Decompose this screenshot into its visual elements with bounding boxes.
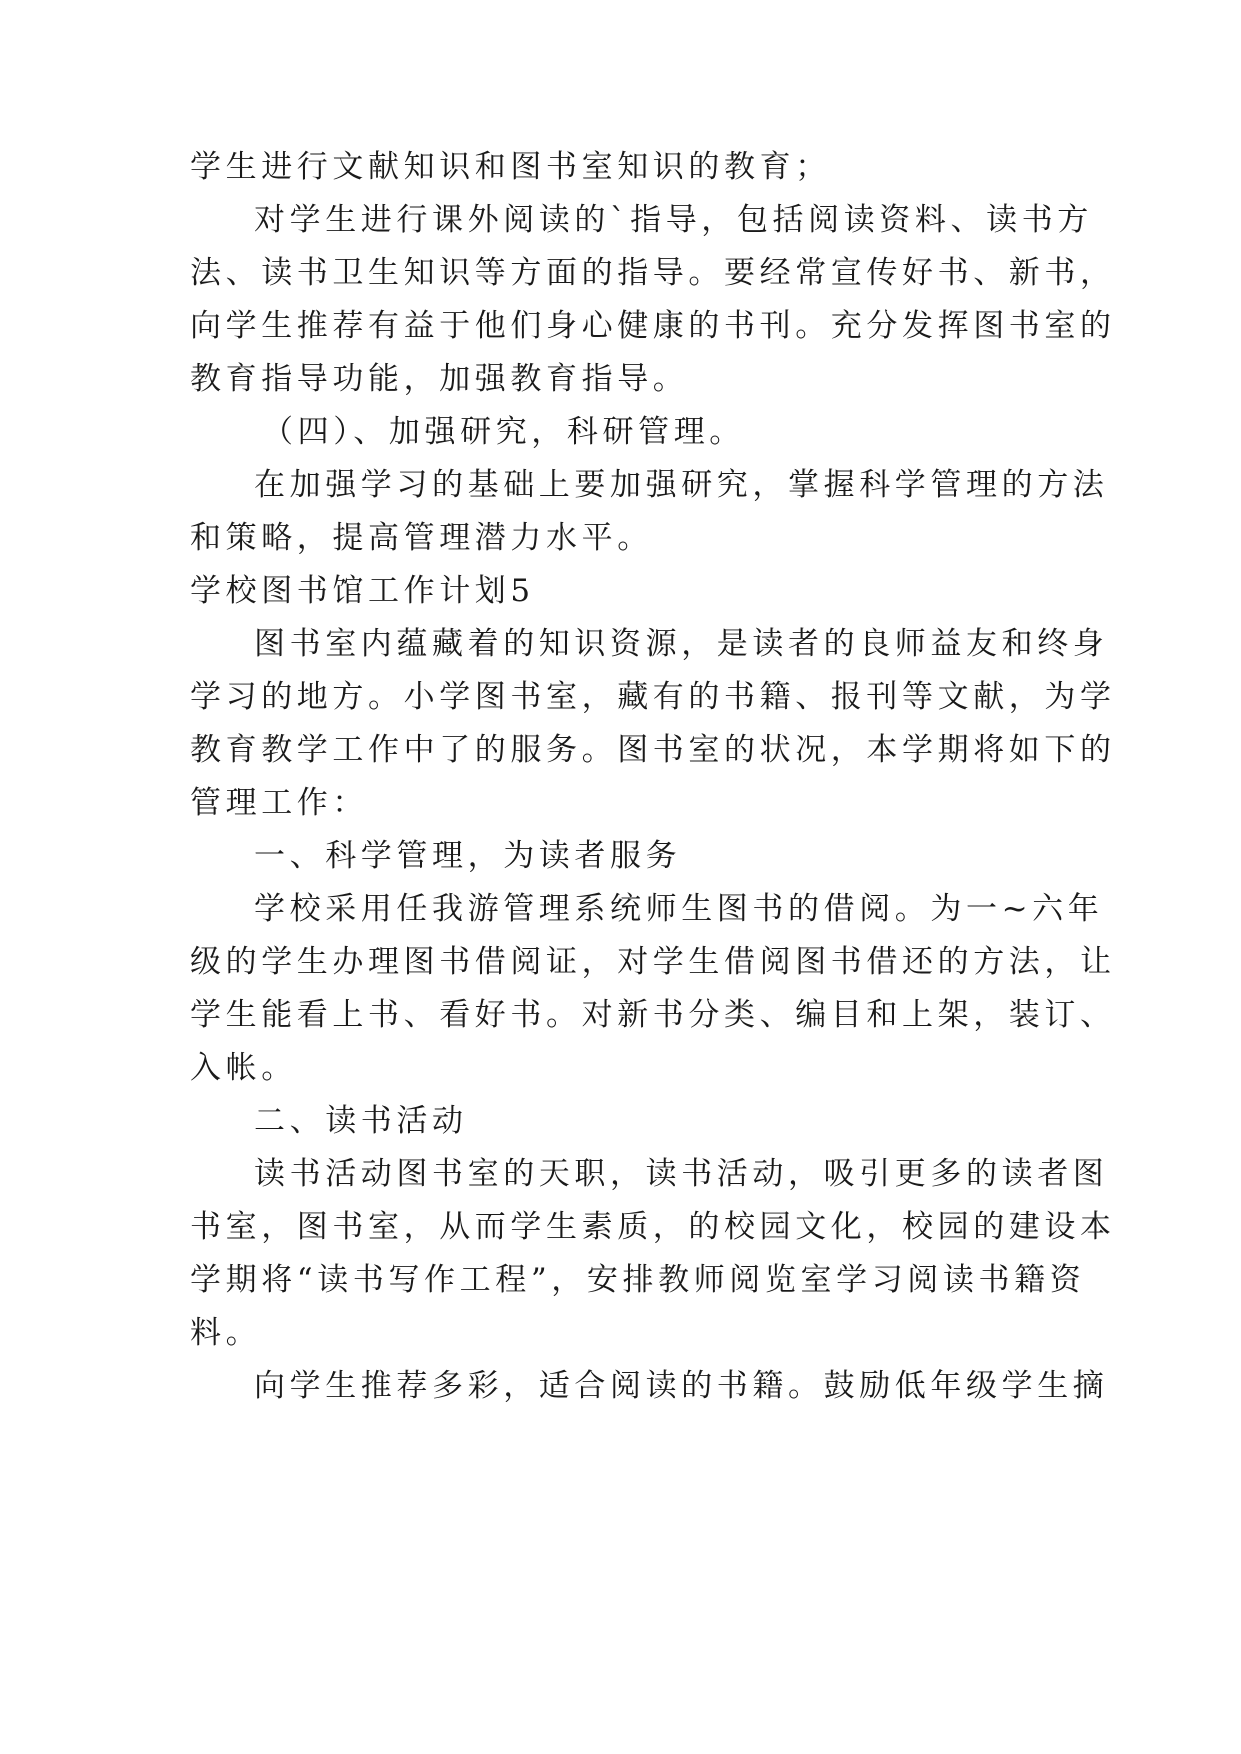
text-line: 和策略，提高管理潜力水平。	[190, 520, 653, 556]
text-line: 学生能看上书、看好书。对新书分类、编目和上架，装订、	[190, 997, 1116, 1033]
paragraph-line: 图书室内蕴藏着的知识资源，是读者的良师益友和终身	[254, 626, 1109, 662]
text-line: 料。	[190, 1315, 262, 1351]
text-line: 管理工作：	[190, 785, 368, 821]
text-line: 学期将“读书写作工程”，安排教师阅览室学习阅读书籍资	[190, 1262, 1086, 1298]
text-line: 学生进行文献知识和图书室知识的教育；	[190, 149, 831, 185]
text-line: 向学生推荐有益于他们身心健康的书刊。充分发挥图书室的	[190, 308, 1116, 344]
text-line: 书室，图书室，从而学生素质，的校园文化，校园的建设本	[190, 1209, 1116, 1245]
text-line: 学习的地方。小学图书室，藏有的书籍、报刊等文献，为学	[190, 679, 1116, 715]
paragraph-line: 读书活动图书室的天职，读书活动，吸引更多的读者图	[254, 1156, 1109, 1192]
text-line: 教育指导功能，加强教育指导。	[190, 361, 689, 397]
paragraph-line: 向学生推荐多彩，适合阅读的书籍。鼓励低年级学生摘	[254, 1368, 1109, 1404]
paragraph-line: 对学生进行课外阅读的`指导，包括阅读资料、读书方	[254, 202, 1093, 238]
section-heading: 一、科学管理，为读者服务	[254, 838, 682, 874]
text-line: 教育教学工作中了的服务。图书室的状况，本学期将如下的	[190, 732, 1116, 768]
paragraph-line: 学校采用任我游管理系统师生图书的借阅。为一~六年	[254, 891, 1104, 927]
text-line: 入帐。	[190, 1050, 297, 1086]
paragraph-line: 在加强学习的基础上要加强研究，掌握科学管理的方法	[254, 467, 1109, 503]
document-title: 学校图书馆工作计划5	[190, 573, 535, 609]
section-heading: （四）、加强研究，科研管理。	[262, 414, 745, 450]
text-line: 级的学生办理图书借阅证，对学生借阅图书借还的方法，让	[190, 944, 1116, 980]
text-line: 法、读书卫生知识等方面的指导。要经常宣传好书、新书，	[190, 255, 1116, 291]
section-heading: 二、读书活动	[254, 1103, 468, 1139]
